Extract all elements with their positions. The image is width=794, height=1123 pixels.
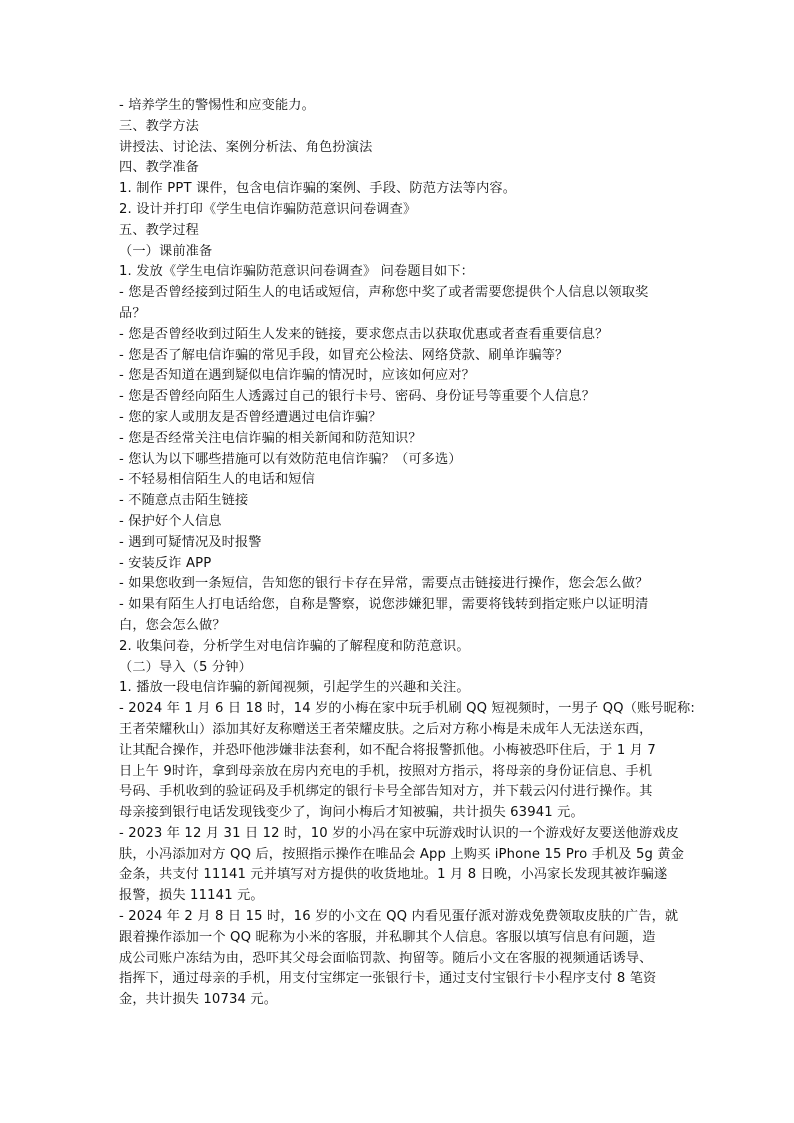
question-line: 白，您会怎么做？	[119, 617, 226, 633]
section-heading: 四、教学准备	[119, 160, 200, 176]
section-heading: 三、教学方法	[119, 118, 200, 134]
text-line: 1. 播放一段电信诈骗的新闻视频，引起学生的兴趣和关注。	[119, 680, 470, 696]
case-line: - 2024 年 1 月 6 日 18 时，14 岁的小梅在家中玩手机刷 QQ 短视频时，一男子 QQ（账号昵称:	[119, 701, 695, 717]
text-line: - 培养学生的警惕性和应变能力。	[119, 98, 315, 113]
option-line: - 不轻易相信陌生人的电话和短信	[119, 472, 315, 488]
question-line: - 您是否经常关注电信诈骗的相关新闻和防范知识？	[119, 430, 422, 446]
case-line: 金，共计损失 10734 元。	[119, 992, 278, 1008]
option-line: - 安装反诈 APP	[119, 555, 212, 571]
case-line: 金条，共支付 11141 元并填写对方提供的收货地址。1 月 8 日晚，小冯家长发现其被诈骗遂	[119, 867, 668, 883]
question-line: - 您是否了解电信诈骗的常见手段，如冒充公检法、网络贷款、刷单诈骗等？	[119, 347, 569, 363]
question-line: - 您是否曾经收到过陌生人发来的链接，要求您点击以获取优惠或者查看重要信息？	[119, 326, 609, 342]
case-line: 报警，损失 11141 元。	[119, 888, 264, 904]
text-line: 1. 制作 PPT 课件，包含电信诈骗的案例、手段、防范方法等内容。	[119, 181, 517, 197]
case-line: 指挥下，通过母亲的手机，用支付宝绑定一张银行卡，通过支付宝银行卡小程序支付 8 笔资	[119, 971, 657, 987]
text-line: 2. 设计并打印《学生电信诈骗防范意识问卷调查》	[119, 201, 417, 217]
question-line: - 您的家人或朋友是否曾经遭遇过电信诈骗？	[119, 409, 382, 425]
question-line: - 您是否知道在遇到疑似电信诈骗的情况时，应该如何应对？	[119, 368, 476, 384]
question-line: - 如果您收到一条短信，告知您的银行卡存在异常，需要点击链接进行操作，您会怎么做？	[119, 576, 649, 592]
case-line: 王者荣耀秋山）添加其好友称赠送王者荣耀皮肤。之后对方称小梅是未成年人无法送东西，	[119, 721, 653, 737]
question-line: - 如果有陌生人打电话给您，自称是警察，说您涉嫌犯罪，需要将钱转到指定账户以证明清	[119, 597, 649, 613]
case-line: - 2024 年 2 月 8 日 15 时，16 岁的小文在 QQ 内看见蛋仔派对游戏免费领取皮肤的广告，就	[119, 909, 679, 925]
document-page	[119, 96, 695, 1011]
case-line: 成公司账户冻结为由，恐吓其父母会面临罚款、拘留等。随后小文在客服的视频通话诱导、	[119, 950, 653, 966]
question-line: - 您认为以下哪些措施可以有效防范电信诈骗？（可多选）	[119, 451, 462, 467]
case-line: - 2023 年 12 月 31 日 12 时，10 岁的小冯在家中玩游戏时认识的一个游戏好友要送他游戏皮	[119, 825, 679, 841]
case-line: 让其配合操作，并恐吓他涉嫌非法套利，如不配合将报警抓他。小梅被恐吓住后，于 1 月 7	[119, 742, 656, 758]
case-line: 跟着操作添加一个 QQ 昵称为小米的客服，并私聊其个人信息。客服以填写信息有问题，造	[119, 929, 656, 945]
option-line: - 保护好个人信息	[119, 513, 222, 529]
option-line: - 遇到可疑情况及时报警	[119, 534, 262, 550]
case-line: 肤，小冯添加对方 QQ 后，按照指示操作在唯品会 App 上购买 iPhone 15 Pro 手机及 5g 黄金	[119, 846, 685, 862]
text-line: 讲授法、讨论法、案例分析法、角色扮演法	[119, 139, 373, 155]
subsection-heading: （一）课前准备	[119, 243, 213, 259]
subsection-heading: （二）导入（5 分钟）	[119, 659, 252, 675]
case-line: 日上午 9时许，拿到母亲放在房内充电的手机，按照对方指示，将母亲的身份证信息、手机	[119, 763, 653, 779]
section-heading: 五、教学过程	[119, 222, 200, 238]
option-line: - 不随意点击陌生链接	[119, 493, 249, 509]
case-line: 母亲接到银行电话发现钱变少了，询问小梅后才知被骗，共计损失 63941 元。	[119, 805, 584, 821]
question-line: - 您是否曾经接到过陌生人的电话或短信，声称您中奖了或者需要您提供个人信息以领取奖	[119, 285, 649, 301]
question-line: - 您是否曾经向陌生人透露过自己的银行卡号、密码、身份证号等重要个人信息？	[119, 389, 596, 405]
case-line: 号码、手机收到的验证码及手机绑定的银行卡号全部告知对方，并下载云闪付进行操作。其	[119, 784, 653, 800]
text-line: 1. 发放《学生电信诈骗防范意识问卷调查》 问卷题目如下：	[119, 264, 475, 280]
question-line: 品？	[119, 305, 146, 321]
text-line: 2. 收集问卷，分析学生对电信诈骗的了解程度和防范意识。	[119, 638, 470, 654]
